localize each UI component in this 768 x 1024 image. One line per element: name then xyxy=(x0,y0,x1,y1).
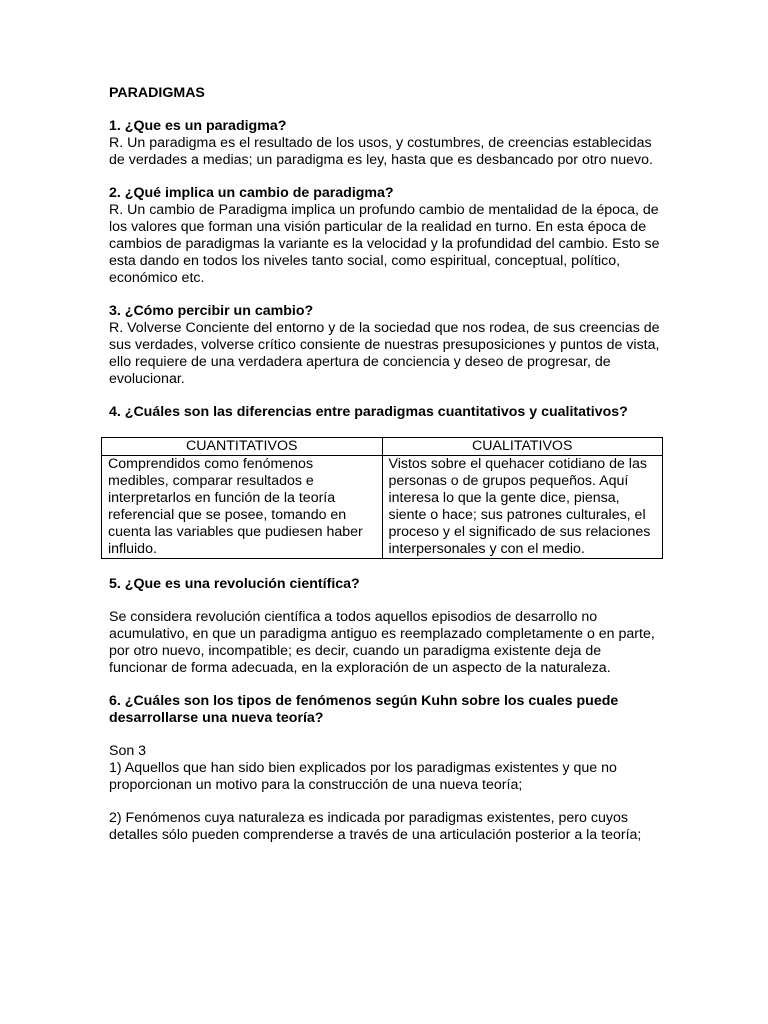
document-title: PARADIGMAS xyxy=(109,85,205,101)
cell-cualitativos: Vistos sobre el quehacer cotidiano de las personas o de grupos pequeños. Aquí interesa lo que la gente dice, piensa, siente o hace; sus patrones culturales, el proceso y el significado de sus relaciones interpersonales y con el medio. xyxy=(382,456,663,559)
question-3: 3. ¿Cómo percibir un cambio? xyxy=(109,303,314,319)
answer-3: R. Volverse Conciente del entorno y de la sociedad que nos rodea, de sus creencias de sus verdades, volverse crítico consiente de nuestras presuposiciones y puntos de vista, ello requiere de una verdadera apertura de conciencia y deseo de progresar, de evolucionar. xyxy=(109,320,660,387)
answer-1: R. Un paradigma es el resultado de los usos, y costumbres, de creencias establecidas de verdades a medias; un paradigma es ley, hasta que es desbancado por otro nuevo. xyxy=(109,135,653,168)
table-row xyxy=(102,456,663,559)
question-6: 6. ¿Cuáles son los tipos de fenómenos según Kuhn sobre los cuales puede desarrollarse una nueva teoría? xyxy=(109,693,619,726)
question-4: 4. ¿Cuáles son las diferencias entre paradigmas cuantitativos y cualitativos? xyxy=(109,404,628,420)
answer-2: R. Un cambio de Paradigma implica un profundo cambio de mentalidad de la época, de los valores que forman una visión particular de la realidad en turno. En esta época de cambios de paradigmas la variante es la velocidad y la profundidad del cambio. Esto se esta dando en todos los niveles tanto social, como espiritual, conceptual, político, económico etc. xyxy=(109,202,660,286)
question-5: 5. ¿Que es una revolución científica? xyxy=(109,576,360,592)
section-3 xyxy=(109,303,663,388)
answer-5: Se considera revolución científica a todos aquellos episodios de desarrollo no acumulativo, en que un paradigma antiguo es reemplazado completamente o en parte, por otro nuevo, incompatible; es decir, cuando un paradigma existente deja de funcionar de forma adecuada, en la exploración de un aspecto de la naturaleza. xyxy=(109,609,655,676)
section-5 xyxy=(109,576,663,677)
header-cuantitativos: CUANTITATIVOS xyxy=(102,438,383,456)
table-header-row xyxy=(102,438,663,456)
section-2 xyxy=(109,185,663,287)
question-1: 1. ¿Que es un paradigma? xyxy=(109,118,287,134)
section-6 xyxy=(109,693,663,844)
answer-6-item-1: 1) Aquellos que han sido bien explicados por los paradigmas existentes y que no proporcionan un motivo para la construcción de una nueva teoría; xyxy=(109,760,617,793)
answer-6-item-2: 2) Fenómenos cuya naturaleza es indicada por paradigmas existentes, pero cuyos detalles sólo pueden comprenderse a través de una articulación posterior a la teoría; xyxy=(109,810,642,843)
section-1 xyxy=(109,118,663,169)
section-4 xyxy=(109,404,663,559)
cell-cuantitativos: Comprendidos como fenómenos medibles, comparar resultados e interpretarlos en función de la teoría referencial que se posee, tomando en cuenta las variables que pudiesen haber influido. xyxy=(102,456,383,559)
answer-6-intro: Son 3 xyxy=(109,743,147,759)
comparison-table xyxy=(101,437,663,559)
question-2: 2. ¿Qué implica un cambio de paradigma? xyxy=(109,185,394,201)
header-cualitativos: CUALITATIVOS xyxy=(382,438,663,456)
document-body xyxy=(109,85,663,844)
